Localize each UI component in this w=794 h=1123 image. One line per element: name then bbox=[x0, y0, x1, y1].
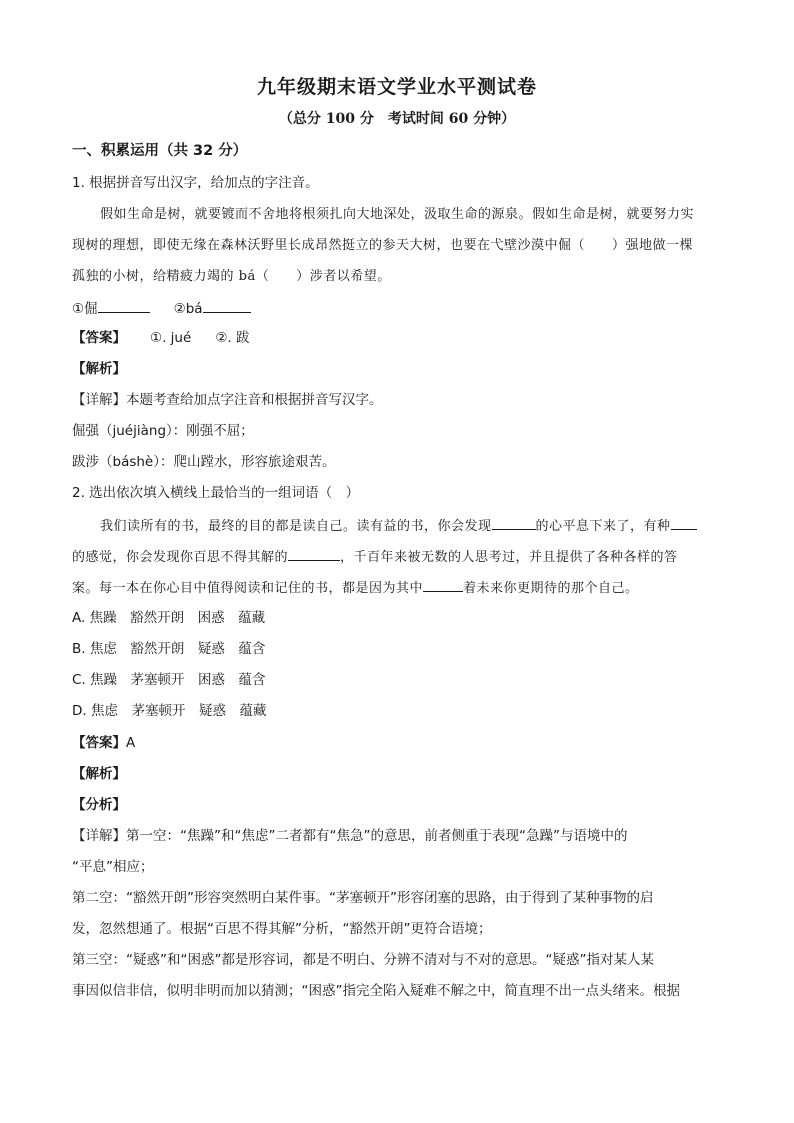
q2-passage-line bbox=[72, 578, 639, 598]
q2-text: 我们读所有的书，最终的目的都是读自己。读有益的书，你会发现 bbox=[100, 519, 492, 534]
q2-detail: 发，忽然想通了。根据“百思不得其解”分析，“豁然开朗”更符合语境； bbox=[72, 921, 492, 937]
q2-text: 的感觉，你会发现你百思不得其解的 bbox=[72, 550, 289, 565]
q1-fill-line bbox=[72, 299, 251, 318]
q2-answer-value: A bbox=[126, 735, 136, 751]
question-2-stem: 2. 选出依次填入横线上最恰当的一组词语（ ） bbox=[72, 485, 360, 501]
q2-detail: 【详解】第一空：“焦躁”和“焦虑”二者都有“焦急”的意思，前者侧重于表现“急躁”与语境中的 bbox=[72, 828, 628, 844]
answer-label: 【答案】 bbox=[72, 330, 126, 346]
q1-passage-line: 假如生命是树，就要镀而不舍地将根须扎向大地深处，汲取生命的源泉。假如生命是树，就要努力实 bbox=[100, 207, 695, 222]
q1-answer-b: ②. 跋 bbox=[215, 330, 250, 346]
answer-label: 【答案】 bbox=[72, 735, 126, 751]
question-1-stem: 1. 根据拼音写出汉字，给加点的字注音。 bbox=[72, 175, 319, 191]
analysis-label: 【解析】 bbox=[72, 766, 126, 782]
q1-answer-a: ①. jué bbox=[150, 330, 192, 346]
page-subtitle: （总分 100 分 考试时间 60 分钟） bbox=[278, 111, 516, 127]
q2-detail: 事因似信非信，似明非明而加以猜测；“困惑”指完全陷入疑难不解之中，简直理不出一点头绪来。根据 bbox=[72, 983, 680, 999]
q1-fill-a-label: ①倔 bbox=[72, 301, 98, 317]
q2-detail: “平息”相应； bbox=[72, 859, 154, 875]
page-title: 九年级期末语文学业水平测试卷 bbox=[256, 76, 537, 98]
q1-passage-line: 孤独的小树，给精疲力竭的 bá（ ）涉者以希望。 bbox=[72, 269, 391, 284]
q2-blank-4[interactable] bbox=[423, 578, 463, 592]
q2-text: 着未来你更期待的那个自己。 bbox=[463, 581, 639, 596]
q2-blank-3[interactable] bbox=[288, 547, 340, 561]
q1-answer bbox=[72, 329, 250, 347]
q1-fill-b-blank[interactable] bbox=[203, 299, 251, 313]
q1-detail: 【详解】本题考查给加点字注音和根据拼音写汉字。 bbox=[72, 392, 383, 408]
q2-answer bbox=[72, 734, 135, 752]
q2-detail: 第三空：“疑惑”和“困惑”都是形容词，都是不明白、分辨不清对与不对的意思。“疑惑”指对某人某 bbox=[72, 952, 654, 968]
q2-detail: 第二空：“豁然开朗”形容突然明白某件事。“茅塞顿开”形容闭塞的思路，由于得到了某种事物的启 bbox=[72, 890, 654, 906]
q2-text: 案。每一本在你心目中值得阅读和记住的书，都是因为其中 bbox=[72, 581, 424, 596]
q2-blank-1[interactable] bbox=[492, 516, 536, 530]
q1-fill-b-label: ②bá bbox=[173, 301, 203, 317]
q2-text: ，千百年来被无数的人思考过，并且提供了各种各样的答 bbox=[340, 550, 678, 565]
fenxi-label: 【分析】 bbox=[72, 797, 126, 813]
q2-text: 的心平息下来了，有种 bbox=[535, 519, 671, 534]
q1-passage-line: 现树的理想，即使无缘在森林沃野里长成昂然挺立的参天大树，也要在弋壁沙漠中倔（ ）强地做一棵 bbox=[72, 238, 694, 253]
analysis-label: 【解析】 bbox=[72, 361, 126, 377]
q2-option-a[interactable]: A. 焦躁 豁然开朗 困惑 蕴藏 bbox=[72, 610, 266, 626]
q2-passage-line bbox=[72, 547, 678, 567]
q2-blank-2[interactable] bbox=[671, 516, 697, 530]
q2-passage-line bbox=[100, 516, 697, 536]
q2-option-d[interactable]: D. 焦虑 茅塞顿开 疑惑 蕴藏 bbox=[72, 703, 267, 719]
q1-fill-a-blank[interactable] bbox=[98, 299, 150, 313]
q2-option-b[interactable]: B. 焦虑 豁然开朗 疑惑 蕴含 bbox=[72, 641, 266, 657]
q1-note: 跋涉（báshè）：爬山蹚水，形容旅途艰苦。 bbox=[72, 454, 336, 470]
section-heading: 一、积累运用（共 32 分） bbox=[72, 143, 248, 159]
q1-note: 倔强（juéjiàng）：刚强不屈； bbox=[72, 423, 254, 439]
q2-option-c[interactable]: C. 焦躁 茅塞顿开 困惑 蕴含 bbox=[72, 672, 266, 688]
